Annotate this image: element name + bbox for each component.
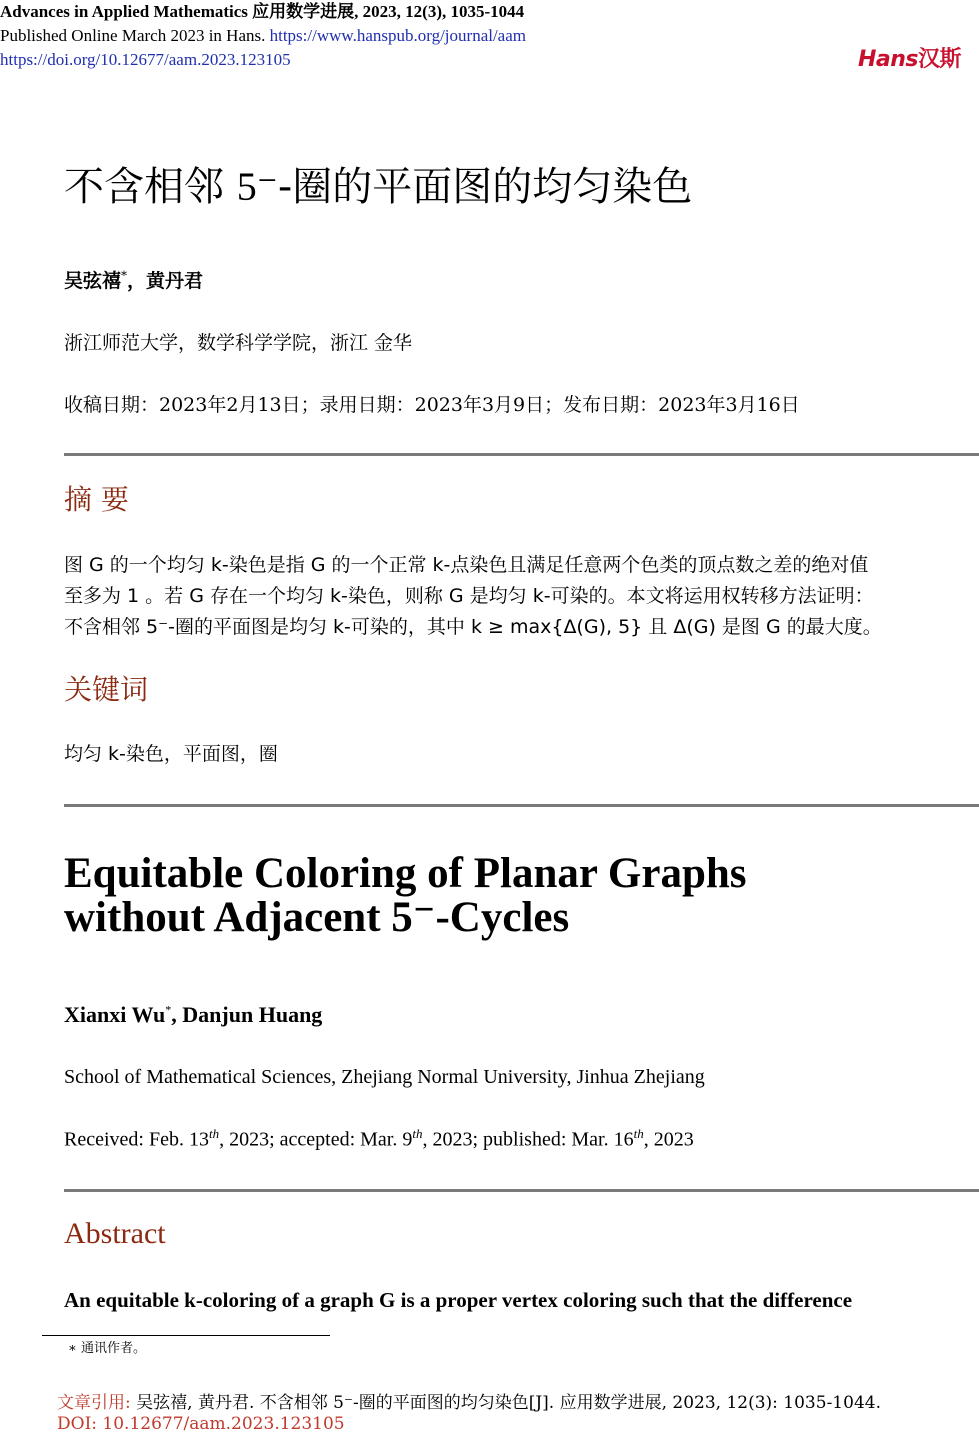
dates-en-d: , 2023: [643, 1128, 694, 1151]
sup-th-3: th: [633, 1126, 644, 1141]
doi-line: [0, 48, 291, 72]
abstract-heading-en: Abstract: [64, 1217, 166, 1250]
corresponding-star-cn: *: [121, 268, 128, 283]
corresponding-star-en: *: [165, 1002, 172, 1017]
sup-th-2: th: [412, 1126, 423, 1141]
keywords-cn: 均匀 k-染色，平面图，圈: [64, 743, 278, 765]
sup-th-1: th: [208, 1126, 220, 1141]
title-cn-post: -圈的平面图的均匀染色: [277, 164, 693, 210]
author-en-2: , Danjun Huang: [171, 1002, 323, 1027]
citation-text: 吴弦禧, 黄丹君. 不含相邻 5⁻-圈的平面图的均匀染色[J]. 应用数学进展, 2023, 12(3): 1035-1044.: [136, 1393, 881, 1413]
citation: [57, 1393, 881, 1435]
abstract-cn: [64, 550, 969, 643]
english-affiliation: School of Mathematical Sciences, Zhejiang Normal University, Jinhua Zhejiang: [64, 1066, 705, 1088]
divider-2: [64, 804, 979, 807]
dates-en-a: Received: Feb. 13: [64, 1128, 209, 1151]
author-en-1: Xianxi Wu: [64, 1002, 166, 1027]
english-title-line-2: without Adjacent 5⁻-Cycles: [64, 894, 570, 941]
english-dates: [64, 1126, 694, 1152]
footnote: ∗ 通讯作者。: [68, 1341, 146, 1356]
author-cn-2: ，黄丹君: [127, 270, 204, 292]
english-title-line-1: Equitable Coloring of Planar Graphs: [64, 850, 747, 897]
english-authors: [64, 1002, 322, 1028]
doi-url-link[interactable]: https://doi.org/10.12677/aam.2023.123105: [0, 50, 291, 69]
chinese-title: [64, 155, 692, 212]
divider-3: [64, 1189, 979, 1192]
dates-en-c: , 2023; published: Mar. 16: [422, 1128, 634, 1151]
author-cn-1: 吴弦禧: [64, 270, 122, 292]
footnote-rule: [42, 1335, 330, 1336]
title-cn-math: 5⁻: [236, 164, 278, 209]
keywords-heading-cn: 关键词: [64, 673, 149, 706]
chinese-authors: [64, 266, 203, 293]
logo-cn: 汉斯: [917, 47, 961, 72]
english-title: [64, 852, 747, 940]
citation-doi: DOI: 10.12677/aam.2023.123105: [57, 1414, 345, 1434]
hans-logo: [858, 42, 961, 73]
citation-line-1: [57, 1393, 881, 1414]
published-line: [0, 24, 526, 48]
published-prefix: Published Online March 2023 in Hans.: [0, 26, 270, 45]
journal-line: Advances in Applied Mathematics 应用数学进展, 2023, 12(3), 1035-1044: [0, 2, 525, 21]
abstract-cn-line-2: 至多为 1 。若 G 存在一个均匀 k-染色，则称 G 是均匀 k-可染的。本文将运用权转移方法证明：: [64, 585, 874, 607]
chinese-dates: 收稿日期：2023年2月13日；录用日期：2023年3月9日；发布日期：2023年3月16日: [64, 394, 800, 416]
chinese-affiliation: 浙江师范大学，数学科学学院，浙江 金华: [64, 332, 413, 354]
divider-1: [64, 453, 979, 456]
journal-url-link[interactable]: https://www.hanspub.org/journal/aam: [269, 26, 526, 45]
abstract-cn-line-1: 图 G 的一个均匀 k-染色是指 G 的一个正常 k-点染色且满足任意两个色类的顶点数之差的绝对值: [64, 554, 869, 576]
citation-label: 文章引用:: [57, 1393, 137, 1413]
dates-en-b: , 2023; accepted: Mar. 9: [219, 1128, 413, 1151]
title-cn-pre: 不含相邻: [64, 164, 237, 210]
abstract-cn-line-3: 不含相邻 5⁻-圈的平面图是均匀 k-可染的，其中 k ≥ max{Δ(G), 5} 且 Δ(G) 是图 G 的最大度。: [64, 616, 882, 638]
abstract-heading-cn: 摘 要: [64, 483, 129, 516]
abstract-en-first-line: An equitable k-coloring of a graph G is a proper vertex coloring such that the difference: [64, 1288, 853, 1312]
logo-latin: Hans: [857, 47, 918, 72]
